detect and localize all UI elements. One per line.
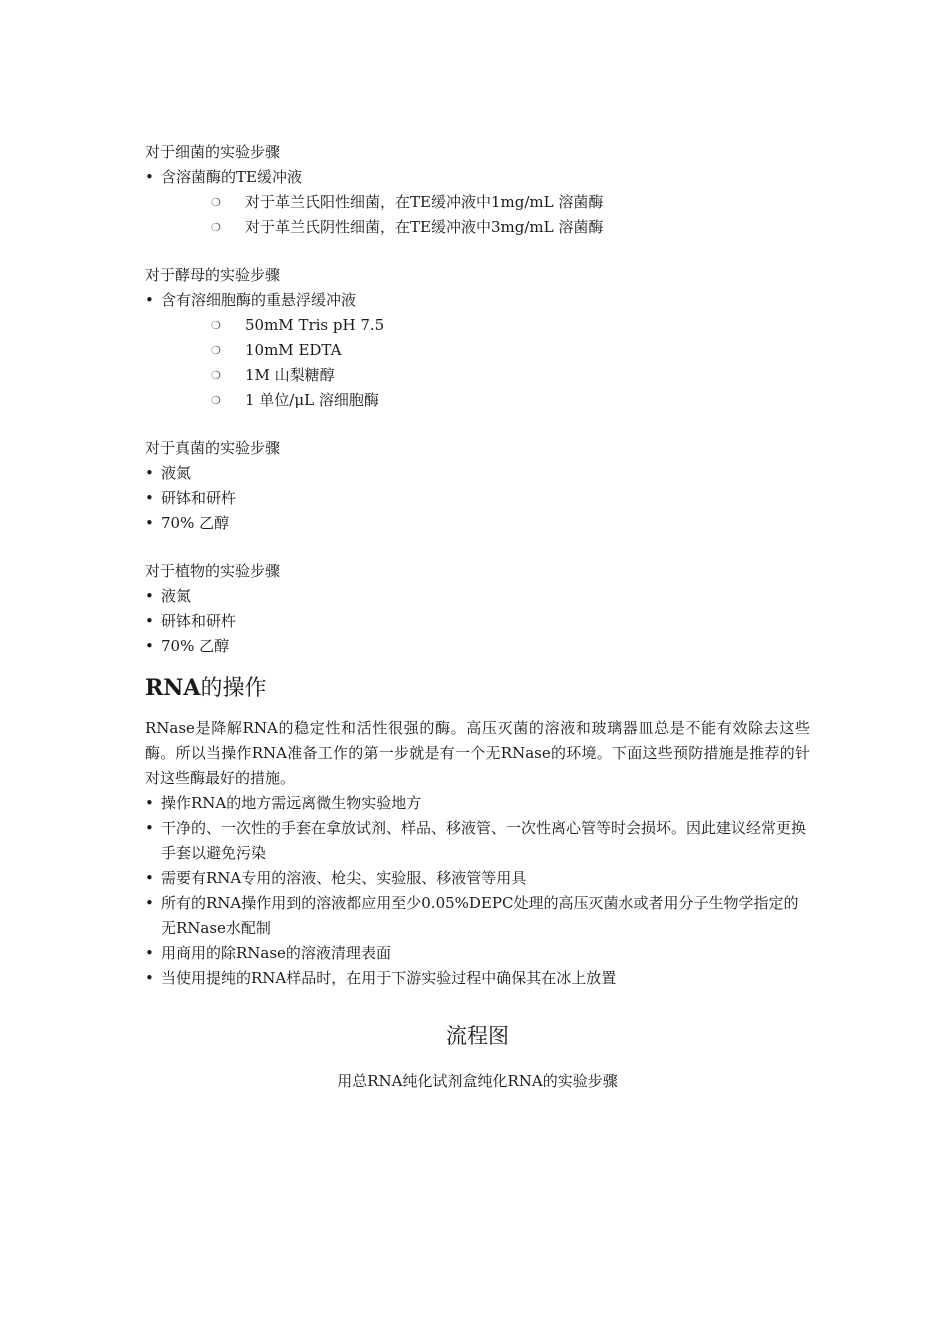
list-item xyxy=(145,165,810,190)
list-item xyxy=(145,634,810,659)
bacteria-section xyxy=(145,140,810,240)
list-item xyxy=(145,966,810,991)
sub-item-text: 对于革兰氏阳性细菌，在TE缓冲液中1mg/mL 溶菌酶 xyxy=(245,193,604,211)
list-item xyxy=(145,461,810,486)
plants-section xyxy=(145,559,810,659)
bullet-icon: • xyxy=(145,587,154,605)
rna-heading-rest: 的操作 xyxy=(200,676,267,701)
sub-bullet-icon: ❍ xyxy=(211,344,221,357)
list-item xyxy=(145,511,810,536)
list-item xyxy=(145,486,810,511)
sub-list-item xyxy=(145,363,810,388)
list-item-text: 液氮 xyxy=(161,464,192,482)
sub-bullet-icon: ❍ xyxy=(211,394,221,407)
document-body xyxy=(145,140,810,1094)
bullet-icon: • xyxy=(145,637,154,655)
flowchart-subtitle: 用总RNA纯化试剂盒纯化RNA的实验步骤 xyxy=(337,1072,618,1090)
bullet-icon: • xyxy=(145,794,154,812)
bullet-icon: • xyxy=(145,168,154,186)
sub-item-text: 10mM EDTA xyxy=(245,341,342,359)
bullet-icon: • xyxy=(145,612,154,630)
plants-title: 对于植物的实验步骤 xyxy=(145,562,281,580)
list-item xyxy=(145,891,810,941)
list-item-text: 70% 乙醇 xyxy=(161,637,230,655)
bullet-icon: • xyxy=(145,869,154,887)
bullet-icon: • xyxy=(145,894,154,912)
bullet-icon: • xyxy=(145,969,154,987)
sub-list-item xyxy=(145,190,810,215)
list-item-text: 用商用的除RNase的溶液清理表面 xyxy=(161,944,391,962)
list-item-text: 70% 乙醇 xyxy=(161,514,230,532)
sub-bullet-icon: ❍ xyxy=(211,369,221,382)
fungi-section xyxy=(145,436,810,536)
fungi-title: 对于真菌的实验步骤 xyxy=(145,439,281,457)
rna-paragraph: RNase是降解RNA的稳定性和活性很强的酶。高压灭菌的溶液和玻璃器皿总是不能有效除去这些酶。所以当操作RNA准备工作的第一步就是有一个无RNase的环境。下面这些预防措施是推荐的针对这些酶最好的措施。 xyxy=(145,719,810,787)
list-item-text: 所有的RNA操作用到的溶液都应用至少0.05%DEPC处理的高压灭菌水或者用分子生物学指定的无RNase水配制 xyxy=(161,894,799,937)
sub-list-item xyxy=(145,388,810,413)
list-item xyxy=(145,816,810,866)
sub-item-text: 50mM Tris pH 7.5 xyxy=(245,316,385,334)
rna-section xyxy=(145,673,810,991)
sub-bullet-icon: ❍ xyxy=(211,196,221,209)
sub-list-item xyxy=(145,338,810,363)
bullet-icon: • xyxy=(145,291,154,309)
list-item-text: 研钵和研杵 xyxy=(161,612,237,630)
sub-list-item xyxy=(145,313,810,338)
bullet-icon: • xyxy=(145,944,154,962)
flowchart-title: 流程图 xyxy=(446,1024,509,1048)
list-item-text: 液氮 xyxy=(161,587,192,605)
sub-item-text: 1 单位/μL 溶细胞酶 xyxy=(245,391,379,409)
list-item-text: 需要有RNA专用的溶液、枪尖、实验服、移液管等用具 xyxy=(161,869,527,887)
list-item-text: 操作RNA的地方需远离微生物实验地方 xyxy=(161,794,422,812)
list-item-text: 含有溶细胞酶的重悬浮缓冲液 xyxy=(161,291,357,309)
rna-heading xyxy=(145,673,810,704)
bacteria-title: 对于细菌的实验步骤 xyxy=(145,143,281,161)
bullet-icon: • xyxy=(145,489,154,507)
list-item-text: 含溶菌酶的TE缓冲液 xyxy=(161,168,302,186)
bullet-icon: • xyxy=(145,514,154,532)
list-item xyxy=(145,609,810,634)
bullet-icon: • xyxy=(145,464,154,482)
sub-list-item xyxy=(145,215,810,240)
yeast-section xyxy=(145,263,810,413)
sub-item-text: 1M 山梨糖醇 xyxy=(245,366,335,384)
rna-heading-bold: RNA xyxy=(145,675,201,701)
sub-item-text: 对于革兰氏阴性细菌，在TE缓冲液中3mg/mL 溶菌酶 xyxy=(245,218,604,236)
yeast-title: 对于酵母的实验步骤 xyxy=(145,266,281,284)
list-item xyxy=(145,288,810,313)
list-item-text: 干净的、一次性的手套在拿放试剂、样品、移液管、一次性离心管等时会损坏。因此建议经常更换手套以避免污染 xyxy=(161,819,807,862)
sub-bullet-icon: ❍ xyxy=(211,221,221,234)
list-item-text: 当使用提纯的RNA样品时，在用于下游实验过程中确保其在冰上放置 xyxy=(161,969,617,987)
list-item-text: 研钵和研杵 xyxy=(161,489,237,507)
list-item xyxy=(145,584,810,609)
bullet-icon: • xyxy=(145,819,154,837)
list-item xyxy=(145,866,810,891)
sub-bullet-icon: ❍ xyxy=(211,319,221,332)
list-item xyxy=(145,791,810,816)
list-item xyxy=(145,941,810,966)
